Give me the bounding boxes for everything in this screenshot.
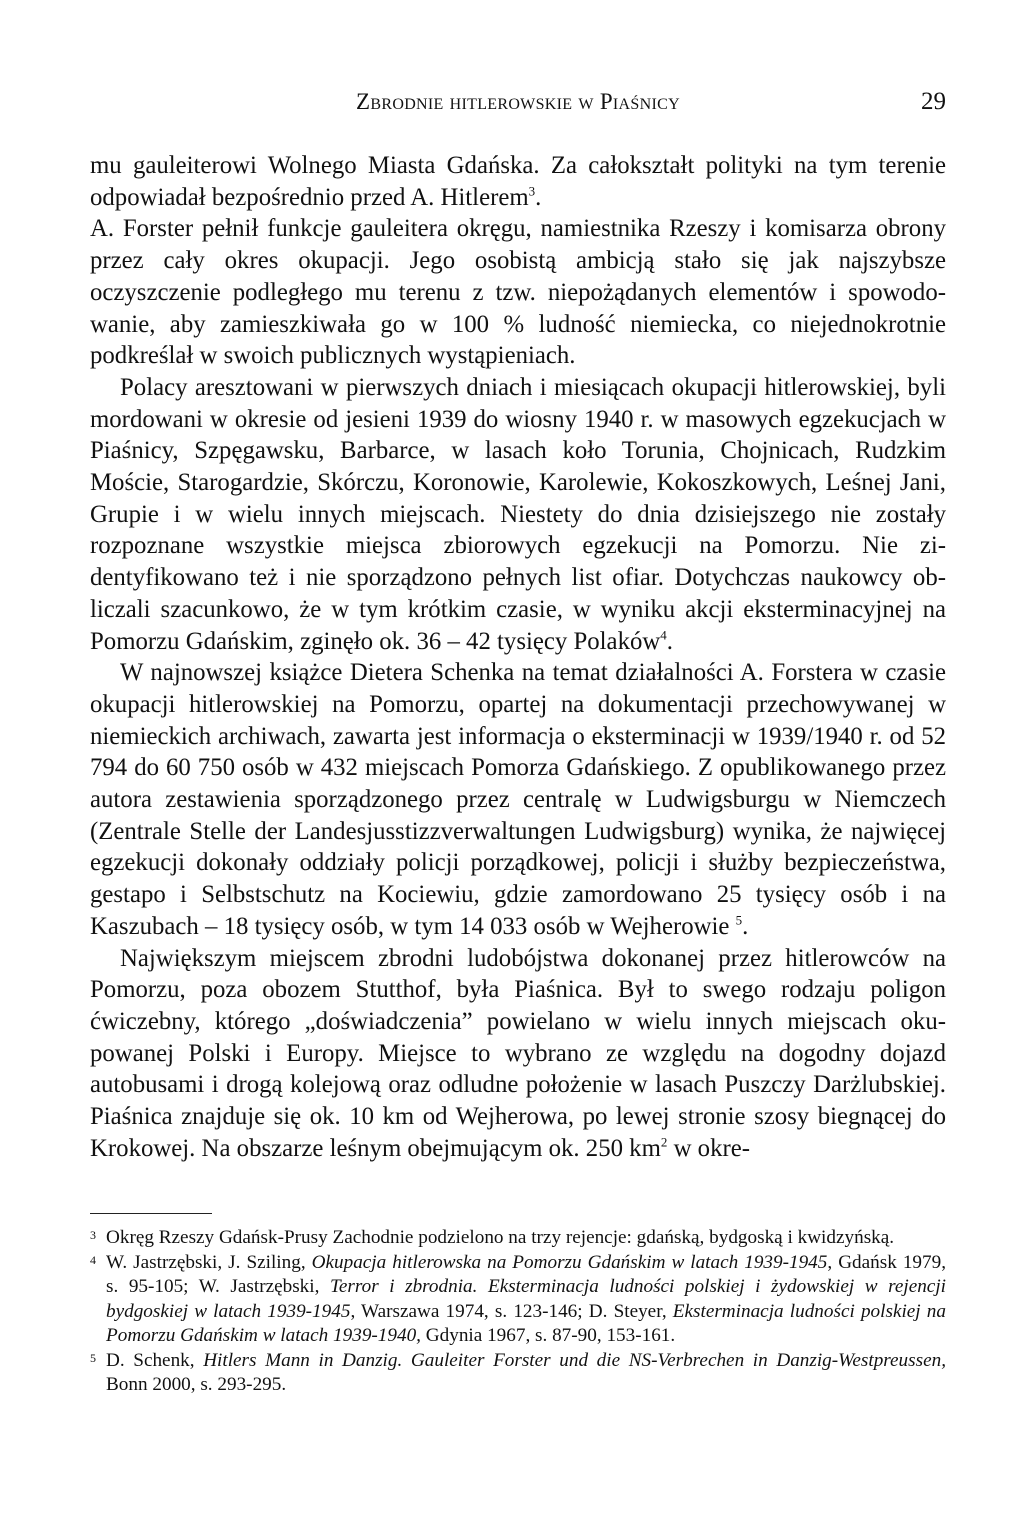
footnote-3-text: Okręg Rzeszy Gdańsk-Prusy Zachodnie podzielono na trzy rejencje: gdańską, bydgoską i kwidzyńską.	[106, 1227, 895, 1248]
running-title: Zbrodnie hitlerowskie w Piaśnicy	[356, 89, 680, 114]
paragraph-3-text: Polacy aresztowani w pierwszych dniach i miesiącach okupacji hitlerowskiej, byli mordowani w okresie od jesieni 1939 do wiosny 1940 r. w masowych egzekucjach w Piaśnicy, Szpęgawsku, Barbarce, w lasach koło Torunia, Chojnicach, Rudzkim Moście, Starogardzie, Skórczu, Koronowie, Karolewie, Kokoszkowych, Leśnej Jani, Grupie i w wielu innych miejscach. Niestety do dnia dzisiejszego nie zostały rozpoznane wszystkie miejsca zbiorowych egzekucji na Pomorzu. Nie zidentyfikowano też i nie sporządzono pełnych list ofiar. Dotychczas naukowcy obliczali szacunkowo, że w tym krótkim czasie, w wyniku akcji eksterminacyjnej na Pomorzu Gdańskim, zginęło ok. 36 – 42 tysięcy Polaków	[90, 373, 946, 655]
footnote-4	[90, 1251, 946, 1349]
paragraph-3	[90, 372, 946, 657]
footnote-4-part-g: Gdynia 1967, s. 87-90, 153-161.	[420, 1325, 676, 1346]
footnote-divider	[90, 1213, 212, 1214]
footnote-ref-5: 5	[735, 912, 743, 928]
footnote-4-title-3: Eksterminacja ludności polskiej na Pomorzu Gdańskim w latach 1939-1940,	[106, 1300, 946, 1346]
footnote-4-part-c: , Gdańsk 1979, s. 95-105; W. Jastrzębski,	[106, 1251, 947, 1297]
paragraph-2-text: A. Forster pełnił funkcje gauleitera okręgu, namiestnika Rzeszy i komisarza obrony przez cały okres okupacji. Jego osobistą ambicją stało się jak najszybsze oczyszczenie podległego mu terenu z tzw. niepożądanych elementów i spowodowanie, aby zamieszkiwała go w 100 % ludność niemiecka, co niejednokrotnie podkreślał w swoich publicznych wystąpieniach.	[90, 215, 946, 370]
body-text	[90, 150, 946, 1165]
paragraph-4	[90, 657, 946, 942]
paragraph-5-tail: w okre-	[667, 1134, 750, 1162]
footnote-3	[90, 1226, 946, 1251]
paragraph-2	[90, 213, 946, 372]
footnote-ref-4: 4	[660, 627, 667, 643]
footnote-5-part-a: D. Schenk,	[106, 1349, 204, 1371]
footnote-5-number: 5	[90, 1350, 96, 1365]
page-number: 29	[921, 88, 946, 115]
footnote-4-part-e: , Warszawa 1974, s. 123-146; D. Steyer,	[350, 1300, 673, 1322]
paragraph-4-text: W najnowszej książce Dietera Schenka na temat działalności A. Forstera w czasie okupacji hitlerowskiej na Pomorzu, opartej na dokumentacji przechowywanej w niemieckich archiwach, zawarta jest informacja o eksterminacji w 1939/1940 r. od 52 794 do 60 750 osób w 432 miejscach Pomorza Gdańskiego. Z opublikowanego przez autora zestawienia sporządzonego przez centralę w Ludwigsburgu w Niemczech (Zentrale Stelle der Landesjusstizzverwaltungen Ludwigsburg) wynika, że najwięcej egzekucji dokonały oddziały policji porządkowej, policji i służby bezpieczeństwa, gestapo i Selbstschutz na Kociewiu, gdzie zamordowano 25 tysięcy osób i na Kaszubach – 18 tysięcy osób, w tym 14 033 osób w Wejherowie	[90, 659, 946, 940]
footnote-3-number: 3	[90, 1228, 96, 1242]
footnote-4-number: 4	[90, 1252, 96, 1267]
paragraph-5-text: Największym miejscem zbrodni ludobójstwa dokonanej przez hitlerowców na Pomorzu, poza obozem Stutthof, była Piaśnica. Był to swego rodzaju poligon ćwiczebny, którego „doświadczenia” powielano w wielu innych miejscach okupowanej Polski i Europy. Miejsce to wybrano ze względu na dogodny dojazd autobusami i drogą kolejową oraz odludne położenie w lasach Puszczy Darżlubskiej. Piaśnica znajduje się ok. 10 km od Wejherowa, po lewej stronie szosy biegnącej do Krokowej. Na obszarze leśnym obejmującym ok. 250 km	[90, 944, 946, 1162]
paragraph-1	[90, 150, 946, 213]
footnote-4-title-2: Terror i zbrodnia. Eksterminacja ludności polskiej i żydowskiej w rejencji bydgoskiej w latach 1939-1945	[106, 1276, 946, 1322]
footnote-5-title: Hitlers Mann in Danzig. Gauleiter Forster und die NS-Verbrechen in Danzig-Westpreussen,	[203, 1349, 946, 1371]
footnote-ref-3: 3	[528, 183, 536, 199]
footnote-4-title-1: Okupacja hitlerowska na Pomorzu Gdańskim w latach 1939-1945	[311, 1251, 828, 1273]
footnote-4-part-a: W. Jastrzębski, J. Sziling,	[106, 1251, 312, 1273]
paragraph-5	[90, 943, 946, 1165]
page-header	[90, 84, 946, 120]
paragraph-1-text: mu gauleiterowi Wolnego Miasta Gdańska. Za całokształt polityki na tym terenie odpowiadał bezpośrednio przed A. Hitlerem	[90, 152, 946, 211]
paragraph-3-tail: .	[666, 627, 673, 655]
footnotes	[90, 1226, 946, 1398]
footnote-5	[90, 1349, 946, 1398]
paragraph-1-tail: .	[535, 183, 542, 211]
superscript-2: 2	[660, 1134, 668, 1150]
footnote-5-part-c: Bonn 2000, s. 293-295.	[106, 1374, 287, 1395]
paragraph-4-tail: .	[742, 912, 749, 940]
